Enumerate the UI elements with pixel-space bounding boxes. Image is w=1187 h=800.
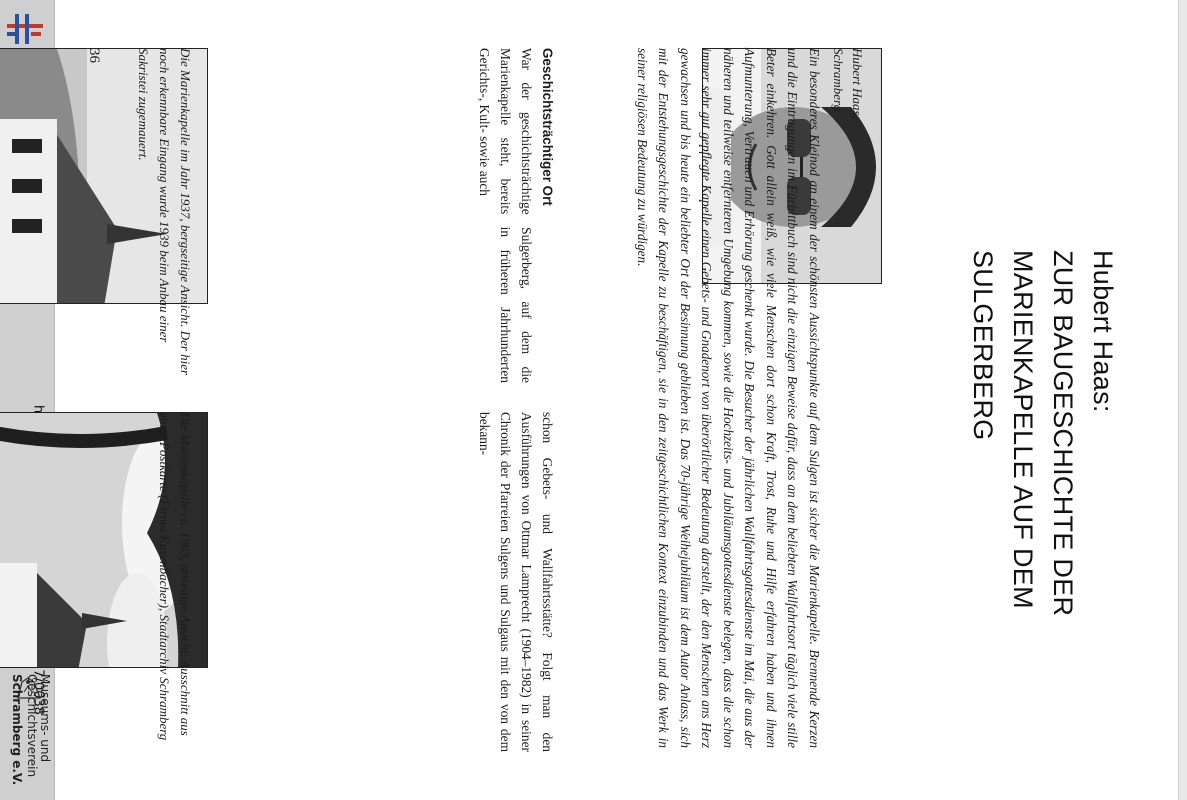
caption-photo-1937: Die Marienkapelle im Jahr 1937, bergseitige Ansicht. Der hier noch erkennbare Eingang wurde 1939 beim Anbau einer Sakristei zugemauert. bbox=[136, 48, 193, 376]
article-title bbox=[963, 250, 1123, 780]
byline-name: Hubert Haas, bbox=[850, 48, 865, 119]
caption-photo-1963: Die Marienkapelle ca. 1963, talseitige Ansicht. Ausschnitt aus einer Postkarte (Firma Kasenbacher), Stadtarchiv Schramberg bbox=[157, 412, 193, 741]
university-library-logo bbox=[3, 10, 45, 48]
museum-logo-line3: Schramberg e.V. bbox=[10, 674, 24, 786]
page-number: 36 bbox=[86, 48, 102, 63]
museum-logo bbox=[0, 668, 54, 798]
museum-logo-line2: Geschichtsverein bbox=[25, 674, 39, 778]
section-heading: Geschichtsträchtiger Ort bbox=[540, 48, 555, 206]
body-text-1: War der geschichtsträchtige Sulgerberg, auf dem die Marienkapelle steht, bereits in früheren Jahrhunderten Gerichts-, Kult- sowie auch bbox=[477, 48, 534, 383]
intro-paragraph: Ein besonderes Kleinod an einem der schönsten Aussichtspunkte auf dem Sulgen ist sicher die Marienkapelle. Brennende Kerzen und die Eintragungen im Fürbittbuch sind nicht die einzigen Beweise dafür, dass an dem beliebten Wallfahrtsort täglich viele stille Beter einkehren. Gott allein weiß, wie viele Menschen dort schon Kraft, Trost, Ruhe und Hilfe erfahren haben und ihnen Aufmunterung, Vertrauen und Erhörung geschenkt wurde. Die Besucher der jährlichen Wallfahrtsgottesdienste im Mai, die aus der näheren und teilweise entfernteren Umgebung kommen, sowie die Hochzeits- und Jubiläumsgottesdienste belegen, dass die schon immer sehr gut gepflegte Kapelle einen Gebets- und Gnadenort von überörtlicher Bedeutung darstellt, der den Menschen ans Herz gewachsen und bis heute ein beliebter Ort der Besinnung geblieben ist. Das 70-jährige Weihejubiläum ist dem Autor Anlass, sich mit der Entstehungsgeschichte der Kapelle zu beschäftigen, sie in den zeitgeschichtlichen Kontext einzubinden und das Werk in seiner religiösen Bedeutung zu würdigen. bbox=[635, 48, 822, 748]
author-byline bbox=[829, 48, 867, 168]
page-edge bbox=[1178, 0, 1187, 800]
title-line-3: MARIENKAPELLE AUF DEM bbox=[1008, 250, 1038, 609]
body-column-1 bbox=[474, 48, 558, 383]
title-line-4: SULGERBERG bbox=[968, 250, 998, 441]
title-line-1: Hubert Haas: bbox=[1088, 250, 1118, 413]
museum-logo-line1: Museums- und bbox=[38, 674, 52, 763]
title-line-2: ZUR BAUGESCHICHTE DER bbox=[1048, 250, 1078, 617]
body-column-2: schon Gebets- und Wallfahrtsstätte? Folgt man den Ausführungen von Ottmar Lamprecht (1904–1982) in seiner Chronik der Pfarreien Sulgens und Sulgaus mit den von dem bekann- bbox=[477, 412, 555, 752]
byline-place: Schramberg bbox=[831, 48, 846, 112]
